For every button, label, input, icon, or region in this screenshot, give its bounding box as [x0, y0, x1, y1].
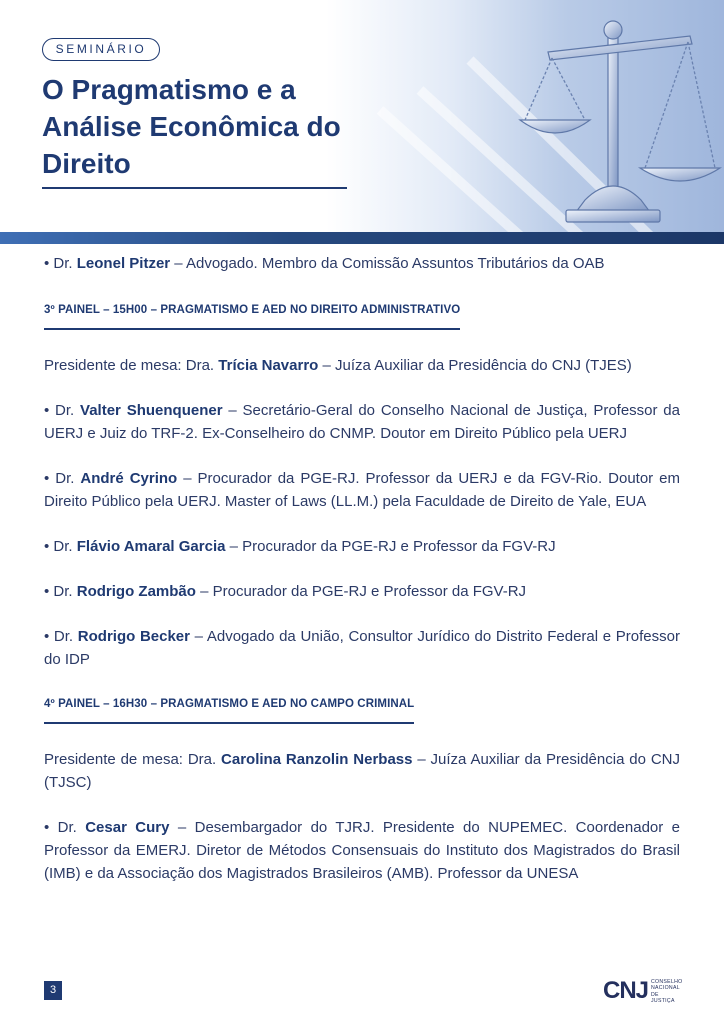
content-block	[44, 297, 680, 330]
speaker-name: Rodrigo Zambão	[76, 583, 196, 600]
speaker-name: Valter Shuenquener	[80, 402, 223, 419]
page-title: O Pragmatismo e a Análise Econômica do Direito	[42, 74, 341, 179]
cnj-logo-text: CONSELHO NACIONAL DE JUSTIÇA	[651, 979, 683, 1005]
page-number: 3	[44, 981, 62, 1000]
text-run: • Dr.	[44, 538, 77, 555]
text-run: • Dr.	[44, 402, 81, 419]
content-block	[44, 467, 680, 513]
text-run: Presidente de mesa: Dra.	[44, 751, 222, 768]
speaker-paragraph	[44, 625, 680, 671]
text-run: – Desembargador do TJRJ. Presidente do NUPEMEC. Coordenador e Professor da EMERJ. Diretor de Métodos Consensuais do Instituto dos Magistrados do Brasil (IMB) e da Associação dos Magistrados Brasileiros (AMB). Professor da UNESA	[44, 819, 680, 882]
text-run: – Advogado da União, Consultor Jurídico do Distrito Federal e Professor do IDP	[44, 628, 680, 668]
text-run: – Juíza Auxiliar da Presidência do CNJ (TJSC)	[44, 751, 680, 791]
content-block	[44, 691, 680, 724]
speaker-paragraph	[44, 252, 680, 275]
content-block	[44, 748, 680, 794]
text-run: • Dr.	[44, 628, 78, 645]
text-run: • Dr.	[44, 470, 81, 487]
speaker-name: Carolina Ranzolin Nerbass	[221, 751, 413, 768]
content-block	[44, 399, 680, 445]
text-run: • Dr.	[44, 819, 86, 836]
text-run: – Secretário-Geral do Conselho Nacional de Justiça, Professor da UERJ e Juiz do TRF-2. Ex-Conselheiro do CNMP. Doutor em Direito Público pela UERJ	[44, 402, 680, 442]
speaker-name: Cesar Cury	[85, 819, 170, 836]
panel-heading: 3º PAINEL – 15H00 – PRAGMATISMO E AED NO DIREITO ADMINISTRATIVO	[44, 299, 460, 330]
speaker-paragraph	[44, 399, 680, 445]
cnj-logo-mark: CNJ	[603, 977, 649, 1004]
content-block	[44, 252, 680, 275]
text-run: – Procurador da PGE-RJ. Professor da UERJ e da FGV-Rio. Doutor em Direito Público pela UERJ. Master of Laws (LL.M.) pela Faculdade de Direito de Yale, EUA	[44, 470, 680, 510]
text-run: – Advogado. Membro da Comissão Assuntos Tributários da OAB	[170, 255, 605, 272]
content-block	[44, 816, 680, 885]
panel-heading: 4º PAINEL – 16H30 – PRAGMATISMO E AED NO CAMPO CRIMINAL	[44, 693, 414, 724]
cnj-logo	[603, 978, 683, 1004]
text-run: • Dr.	[44, 583, 77, 600]
text-run: – Procurador da PGE-RJ e Professor da FGV-RJ	[225, 538, 556, 555]
speaker-paragraph	[44, 816, 680, 885]
text-run: – Juíza Auxiliar da Presidência do CNJ (TJES)	[318, 357, 632, 374]
speaker-paragraph	[44, 580, 680, 603]
text-run: • Dr.	[44, 255, 77, 272]
speaker-paragraph	[44, 467, 680, 513]
speaker-paragraph	[44, 535, 680, 558]
content-block	[44, 625, 680, 671]
speaker-name: Trícia Navarro	[218, 357, 319, 374]
text-run: – Procurador da PGE-RJ e Professor da FGV-RJ	[195, 583, 527, 600]
program-content	[44, 252, 680, 885]
speaker-paragraph	[44, 748, 680, 794]
content-block	[44, 580, 680, 603]
speaker-name: Rodrigo Becker	[77, 628, 190, 645]
speaker-name: Leonel Pitzer	[76, 255, 171, 272]
seminar-badge: SEMINÁRIO	[42, 38, 160, 61]
speaker-name: Flávio Amaral Garcia	[76, 538, 226, 555]
title-underline	[42, 187, 347, 189]
text-run: Presidente de mesa: Dra.	[44, 357, 219, 374]
content-block	[44, 354, 680, 377]
speaker-name: André Cyrino	[80, 470, 178, 487]
header-stripe	[0, 232, 724, 244]
speaker-paragraph	[44, 354, 680, 377]
content-block	[44, 535, 680, 558]
